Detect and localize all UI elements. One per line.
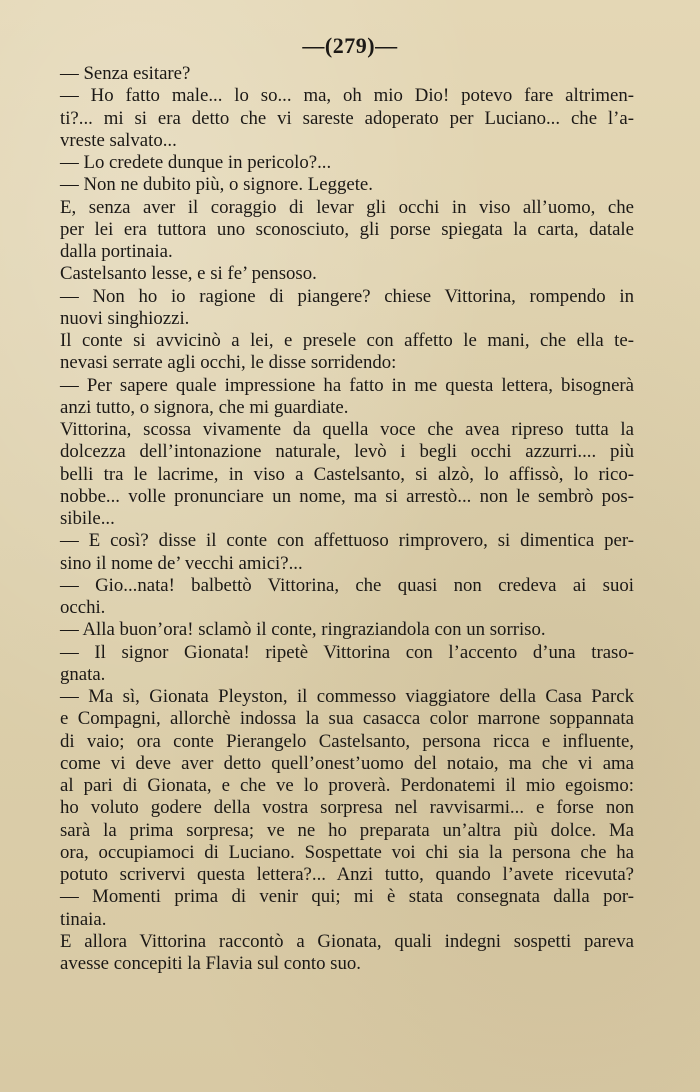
text-line: E allora Vittorina raccontò a Gionata, quali indegni sospetti pareva xyxy=(60,930,634,952)
text-line: ti?... mi si era detto che vi sareste adoperato per Luciano... che l’a- xyxy=(60,107,634,129)
text-line: — Non ho io ragione di piangere? chiese Vittorina, rompendo in xyxy=(60,285,634,307)
text-line: — Non ne dubito più, o signore. Leggete. xyxy=(60,174,373,196)
text-line: — Gio...nata! balbettò Vittorina, che quasi non credeva ai suoi xyxy=(60,574,634,596)
text-line: ho voluto godere della vostra sorpresa nel ravvisarmi... e forse non xyxy=(60,797,634,819)
text-line: avesse concepiti la Flavia sul conto suo. xyxy=(60,953,361,974)
text-line: belli tra le lacrime, in viso a Castelsanto, si alzò, lo affissò, lo rico- xyxy=(60,463,634,485)
text-line: vreste salvato... xyxy=(60,129,177,151)
text-line: — Il signor Gionata! ripetè Vittorina con l’accento d’una traso- xyxy=(60,641,634,663)
text-line: anzi tutto, o signora, che mi guardiate. xyxy=(60,396,349,418)
text-line: al pari di Gionata, e che ve lo proverà. Perdonatemi il mio egoismo: xyxy=(60,775,634,796)
text-line: occhi. xyxy=(60,597,106,618)
text-line: E, senza aver il coraggio di levar gli occhi in viso all’uomo, che xyxy=(60,196,634,218)
text-line: Il conte si avvicinò a lei, e presele con affetto le mani, che ella te- xyxy=(60,330,634,351)
text-line: e Compagni, allorchè indossa la sua casacca color marrone soppannata xyxy=(60,708,634,730)
page-number: —(279)— xyxy=(302,33,398,58)
text-line: sino il nome de’ vecchi amici?... xyxy=(60,552,303,574)
text-line: gnata. xyxy=(60,663,106,685)
text-line: — E così? disse il conte con affettuoso rimprovero, si dimentica per- xyxy=(60,530,634,552)
body-text xyxy=(60,63,634,975)
text-line: nevasi serrate agli occhi, le disse sorridendo: xyxy=(60,352,397,374)
text-line: — Lo credete dunque in pericolo?... xyxy=(60,152,332,173)
text-line: — Per sapere quale impressione ha fatto in me questa lettera, bisognerà xyxy=(60,374,634,396)
text-line: come vi deve aver detto quell’onest’uomo del notaio, ma che vi ama xyxy=(60,752,634,774)
text-line: — Ho fatto male... lo so... ma, oh mio Dio! potevo fare altrimen- xyxy=(60,85,634,107)
text-line: Vittorina, scossa vivamente da quella voce che avea ripreso tutta la xyxy=(60,419,634,440)
text-line: sibile... xyxy=(60,508,115,529)
text-line: — Momenti prima di venir qui; mi è stata consegnata dalla por- xyxy=(60,886,634,908)
text-line: — Ma sì, Gionata Pleyston, il commesso viaggiatore della Casa Parck xyxy=(60,686,634,707)
text-line: dalla portinaia. xyxy=(60,241,173,262)
text-line: nuovi singhiozzi. xyxy=(60,307,190,329)
text-line: dolcezza dell’intonazione naturale, levò i begli occhi azzurri.... più xyxy=(60,441,634,463)
text-line: per lei era tuttora uno sconosciuto, gli porse spiegata la carta, datale xyxy=(60,218,634,240)
text-line: nobbe... volle pronunciare un nome, ma si arrestò... non le sembrò pos- xyxy=(60,485,634,507)
text-line: di vaio; ora conte Pierangelo Castelsanto, persona ricca e influente, xyxy=(60,730,634,752)
text-line: ora, occupiamoci di Luciano. Sospettate voi chi sia la persona che ha xyxy=(60,841,634,863)
text-line: tinaia. xyxy=(60,908,107,930)
text-line: sarà la prima sorpresa; ve ne ho preparata un’altra più dolce. Ma xyxy=(60,819,634,841)
text-line: — Alla buon’ora! sclamò il conte, ringraziandola con un sorriso. xyxy=(60,619,546,641)
text-line: Castelsanto lesse, e si fe’ pensoso. xyxy=(60,263,317,285)
text-line: — Senza esitare? xyxy=(60,63,191,84)
text-line: potuto scrivervi questa lettera?... Anzi tutto, quando l’avete ricevuta? xyxy=(60,864,634,885)
